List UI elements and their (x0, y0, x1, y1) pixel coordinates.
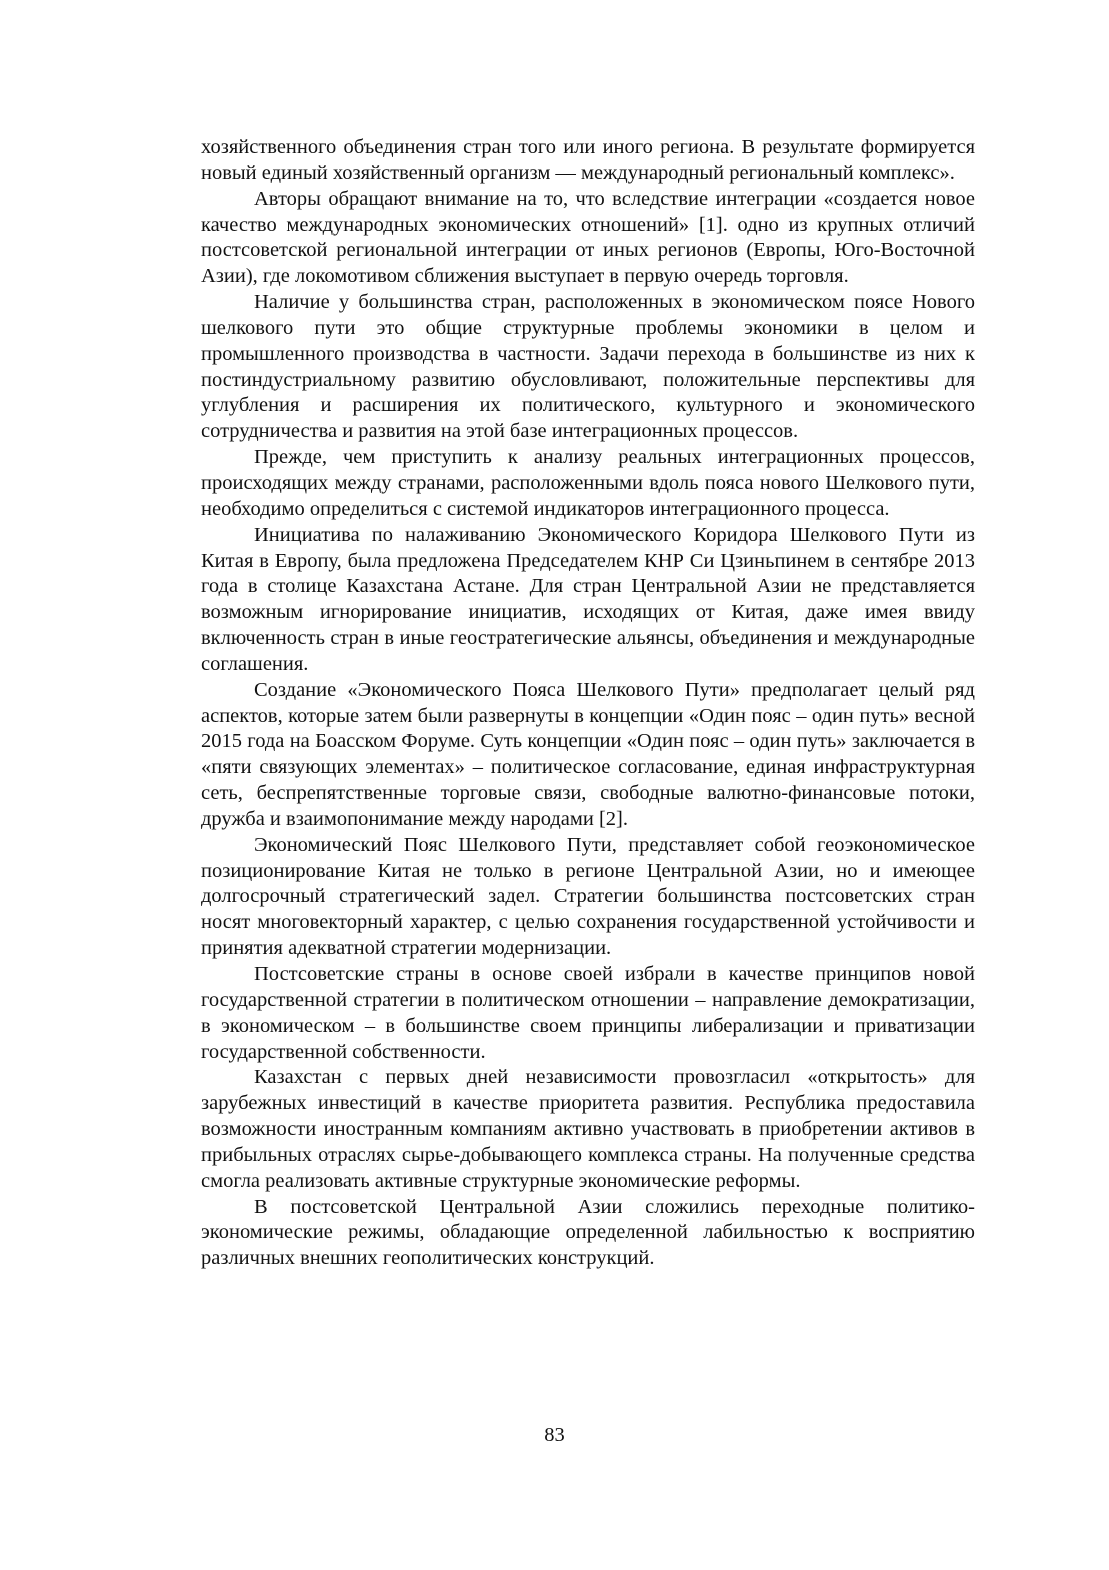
paragraph: Постсоветские страны в основе своей избрали в качестве принципов новой государственной стратегии в политическом отношении – направление демократизации, в экономическом – в большинстве своем принципы либерализации и приватизации государственной собственности. (201, 963, 975, 1063)
paragraph: Авторы обращают внимание на то, что вследствие интеграции «создается новое качество международных экономических отношений» [1]. одно из крупных отличий постсоветской региональной интеграции от иных регионов (Европы, Юго-Восточной Азии), где локомотивом сближения выступает в первую очередь торговля. (201, 187, 975, 288)
paragraph: Инициатива по налаживанию Экономического Коридора Шелкового Пути из Китая в Европу, была предложена Председателем КНР Си Цзиньпинем в сентябре 2013 года в столице Казахстана Астане. Для стран Центральной Азии не представляется возможным игнорирование инициатив, исходящих от Китая, даже имея ввиду включенность стран в иные геостратегические альянсы, объединения и международные соглашения. (201, 523, 975, 675)
page-number: 83 (544, 1424, 565, 1446)
paragraph: Экономический Пояс Шелкового Пути, представляет собой геоэкономическое позиционирование Китая не только в регионе Центральной Азии, но и имеющее долгосрочный стратегический задел. Стратегии большинства постсоветских стран носят многовекторный характер, с целью сохранения государственной устойчивости и принятия адекватной стратегии модернизации. (201, 833, 975, 960)
paragraph: Наличие у большинства стран, расположенных в экономическом поясе Нового шелкового пути это общие структурные проблемы экономики в целом и промышленного производства в частности. Задачи перехода в большинстве из них к постиндустриальному развитию обусловливают, положительные перспективы для углубления и расширения их политического, культурного и экономического сотрудничества и развития на этой базе интеграционных процессов. (201, 291, 975, 443)
paragraph: Создание «Экономического Пояса Шелкового Пути» предполагает целый ряд аспектов, которые затем были развернуты в концепции «Один пояс – один путь» весной 2015 года на Боасском Форуме. Суть концепции «Один пояс – один путь» заключается в «пяти связующих элементах» – политическое согласование, единая инфраструктурная сеть, беспрепятственные торговые связи, свободные валютно-финансовые потоки, дружба и взаимопонимание между народами [2]. (201, 678, 975, 830)
paragraph-continuation: хозяйственного объединения стран того или иного региона. В результате формируется новый единый хозяйственный организм — международный региональный комплекс». (201, 136, 975, 184)
paragraph: В постсоветской Центральной Азии сложились переходные политико-экономические режимы, обладающие определенной лабильностью к восприятию различных внешних геополитических конструкций. (201, 1195, 975, 1270)
paragraph: Казахстан с первых дней независимости провозгласил «открытость» для зарубежных инвестиций в качестве приоритета развития. Республика предоставила возможности иностранным компаниям активно участвовать в приобретении активов в прибыльных отраслях сырье-добывающего комплекса страны. На полученные средства смогла реализовать активные структурные экономические реформы. (201, 1066, 975, 1192)
text-body (201, 135, 975, 1272)
paragraph: Прежде, чем приступить к анализу реальных интеграционных процессов, происходящих между странами, расположенными вдоль пояса нового Шелкового пути, необходимо определиться с системой индикаторов интеграционного процесса. (201, 446, 975, 520)
